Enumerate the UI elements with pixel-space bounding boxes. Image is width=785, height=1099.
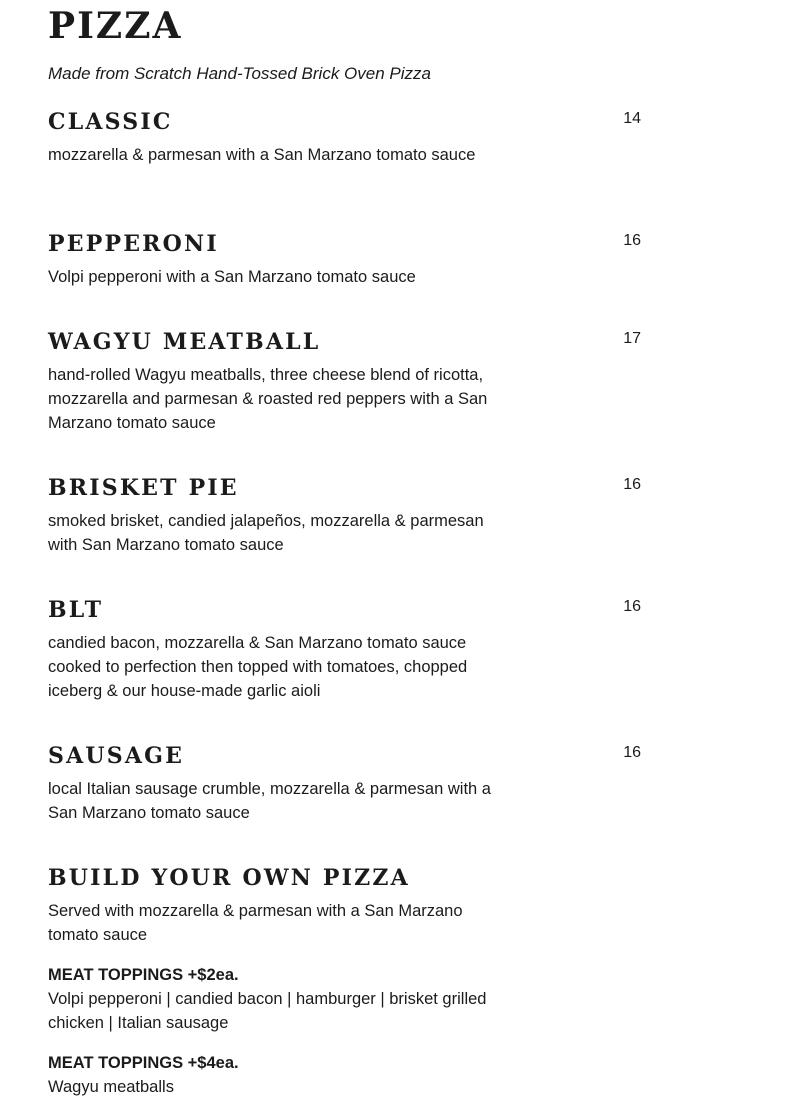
topping-list: Volpi pepperoni | candied bacon | hamburger | brisket grilled chicken | Italian sausage [48, 990, 487, 1032]
section-title: PIZZA [48, 5, 183, 47]
item-price: 16 [623, 598, 641, 615]
item-description: local Italian sausage crumble, mozzarella & parmesan with a San Marzano tomato sauce [48, 780, 491, 822]
item-description: candied bacon, mozzarella & San Marzano tomato sauce cooked to perfection then topped with tomatoes, chopped iceberg & our house-made garlic aioli [48, 634, 468, 700]
menu-item-sausage [48, 741, 648, 825]
topping-list: Wagyu meatballs [48, 1078, 174, 1096]
item-name: PEPPERONI [48, 231, 219, 257]
item-name: BLT [48, 597, 104, 623]
menu-item-pepperoni [48, 229, 648, 289]
item-price: 14 [623, 110, 641, 127]
item-description: hand-rolled Wagyu meatballs, three cheese blend of ricotta, mozzarella and parmesan & roasted red peppers with a San Marzano tomato sauce [48, 366, 488, 432]
item-name: CLASSIC [48, 109, 173, 135]
item-description: Volpi pepperoni with a San Marzano tomato sauce [48, 268, 416, 286]
item-description: mozzarella & parmesan with a San Marzano tomato sauce [48, 146, 476, 164]
topping-heading: MEAT TOPPINGS +$2ea. [48, 966, 239, 984]
section-subtitle: Made from Scratch Hand-Tossed Brick Oven Pizza [48, 64, 431, 83]
item-name: BRISKET PIE [48, 475, 239, 501]
item-price: 16 [623, 232, 641, 249]
menu-item-wagyu-meatball [48, 327, 648, 435]
menu-item-classic [48, 107, 648, 167]
item-price: 17 [623, 330, 641, 347]
topping-heading: MEAT TOPPINGS +$4ea. [48, 1054, 239, 1072]
item-name: BUILD YOUR OWN PIZZA [48, 865, 410, 891]
menu-item-build-your-own [48, 863, 648, 1099]
menu-item-brisket-pie [48, 473, 648, 557]
item-name: WAGYU MEATBALL [48, 329, 321, 355]
item-name: SAUSAGE [48, 743, 185, 769]
item-price: 16 [623, 476, 641, 493]
item-price: 16 [623, 744, 641, 761]
menu-item-blt [48, 595, 648, 703]
item-description: smoked brisket, candied jalapeños, mozzarella & parmesan with San Marzano tomato sauce [48, 512, 484, 554]
item-description: Served with mozzarella & parmesan with a San Marzano tomato sauce [48, 902, 463, 944]
